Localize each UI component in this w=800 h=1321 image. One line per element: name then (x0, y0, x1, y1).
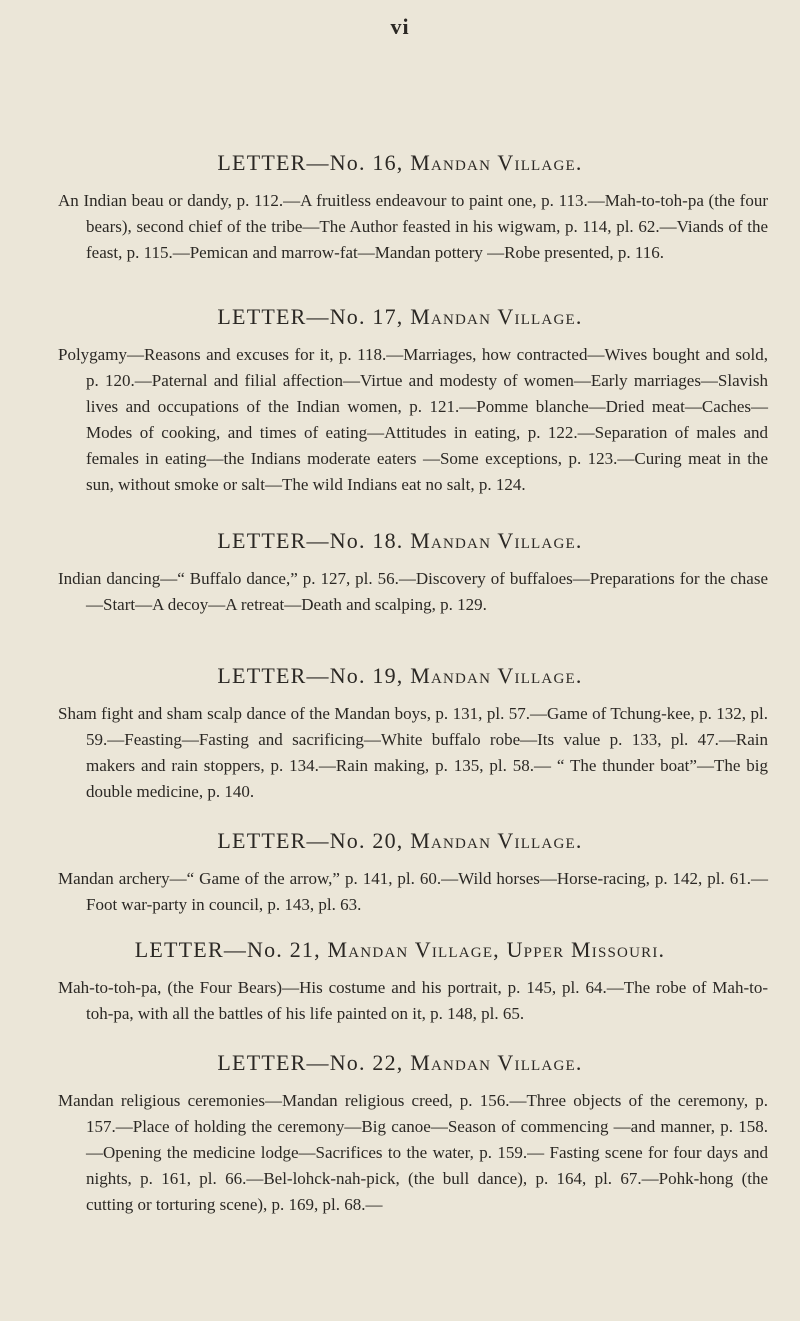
letter-place: Mandan Village. (410, 150, 583, 175)
letter-heading (0, 828, 800, 854)
letter-summary: Polygamy—Reasons and excuses for it, p. 118.—Marriages, how contracted—Wives bought and sold, p. 120.—Paternal and filial affection—Virtue and modesty of women—Early marriages—Slavish lives and occupations of the Indian women, p. 121.—Pomme blanche—Dried meat—Caches—Modes of cooking, and times of eating—Attitudes in eating, p. 122.—Separation of males and females in eating—the Indians moderate eaters —Some exceptions, p. 123.—Curing meat in the sun, without smoke or salt—The wild Indians eat no salt, p. 124. (58, 345, 768, 494)
letter-heading (0, 663, 800, 689)
letter-heading (0, 304, 800, 330)
letter-place: Mandan Village. (410, 304, 583, 329)
letter-place: Mandan Village. (410, 1050, 583, 1075)
letter-number: LETTER—No. 20, (217, 828, 411, 853)
letter-place: Mandan Village. (410, 663, 583, 688)
letter-place: Mandan Village, Upper Missouri. (327, 937, 666, 962)
letter-section (0, 528, 800, 618)
letter-heading (0, 1050, 800, 1076)
letter-section (0, 1050, 800, 1218)
letter-number: LETTER—No. 21, (134, 937, 328, 962)
letter-number: LETTER—No. 16, (217, 150, 411, 175)
letter-summary: Mandan archery—“ Game of the arrow,” p. 141, pl. 60.—Wild horses—Horse-racing, p. 142, pl. 61.—Foot war-party in council, p. 143, pl. 63. (58, 869, 768, 914)
letter-number: LETTER—No. 17, (217, 304, 411, 329)
letter-number: LETTER—No. 22, (217, 1050, 411, 1075)
page-number: vi (390, 14, 410, 39)
letter-heading (0, 150, 800, 176)
letter-section (0, 937, 800, 1027)
letter-summary: Mah-to-toh-pa, (the Four Bears)—His costume and his portrait, p. 145, pl. 64.—The robe of Mah-to-toh-pa, with all the battles of his life painted on it, p. 148, pl. 65. (58, 978, 768, 1023)
letter-place: Mandan Village. (410, 528, 583, 553)
letter-section (0, 150, 800, 266)
letter-place: Mandan Village. (410, 828, 583, 853)
letter-section (0, 304, 800, 498)
letter-summary: An Indian beau or dandy, p. 112.—A fruitless endeavour to paint one, p. 113.—Mah-to-toh-pa (the four bears), second chief of the tribe—The Author feasted in his wigwam, p. 114, pl. 62.—Viands of the feast, p. 115.—Pemican and marrow-fat—Mandan pottery —Robe presented, p. 116. (58, 191, 768, 262)
letter-section (0, 663, 800, 805)
letter-summary: Indian dancing—“ Buffalo dance,” p. 127, pl. 56.—Discovery of buffaloes—Preparations for the chase—Start—A decoy—A retreat—Death and scalping, p. 129. (58, 569, 768, 614)
letter-heading (0, 528, 800, 554)
letter-summary: Mandan religious ceremonies—Mandan religious creed, p. 156.—Three objects of the ceremony, p. 157.—Place of holding the ceremony—Big canoe—Season of commencing —and manner, p. 158.—Opening the medicine lodge—Sacrifices to the water, p. 159.— Fasting scene for four days and nights, p. 161, pl. 66.—Bel-lohck-nah-pick, (the bull dance), p. 164, pl. 67.—Pohk-hong (the cutting or torturing scene), p. 169, pl. 68.— (58, 1091, 768, 1214)
letter-summary: Sham fight and sham scalp dance of the Mandan boys, p. 131, pl. 57.—Game of Tchung-kee, p. 132, pl. 59.—Feasting—Fasting and sacrificing—White buffalo robe—Its value p. 133, pl. 47.—Rain makers and rain stoppers, p. 134.—Rain making, p. 135, pl. 58.— “ The thunder boat”—The big double medicine, p. 140. (58, 704, 768, 801)
letter-number: LETTER—No. 18. (217, 528, 411, 553)
letter-section (0, 828, 800, 918)
letter-number: LETTER—No. 19, (217, 663, 411, 688)
letter-heading (0, 937, 800, 963)
